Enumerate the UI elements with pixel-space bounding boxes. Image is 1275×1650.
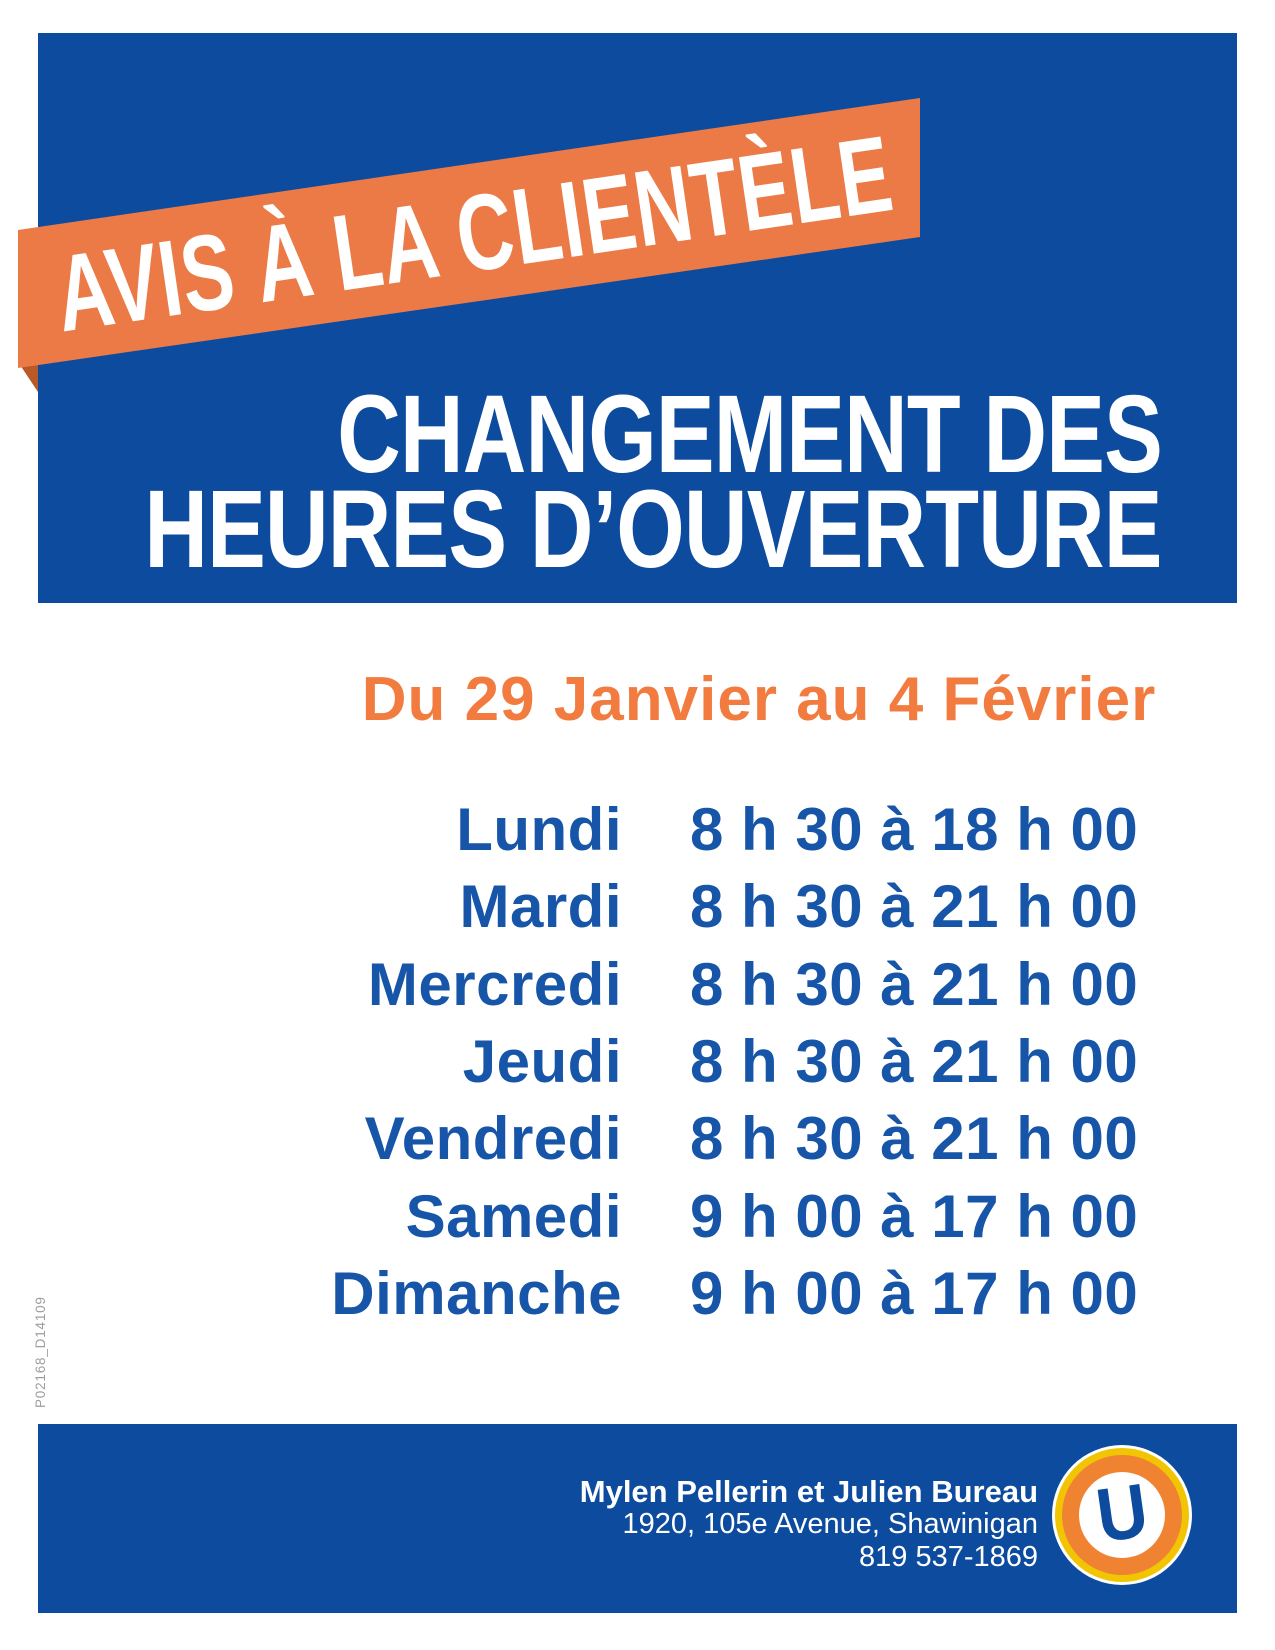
hours-value: 8 h 30 à 18 h 00 — [690, 796, 1139, 864]
store-phone: 819 537-1869 — [859, 1541, 1038, 1573]
owners-names: Mylen Pellerin et Julien Bureau — [579, 1474, 1038, 1509]
day-label: Lundi — [456, 796, 622, 864]
pharmacy-logo — [1052, 1445, 1192, 1585]
headline — [0, 373, 1162, 591]
footer-contact-block — [580, 1475, 1038, 1574]
hours-value: 9 h 00 à 17 h 00 — [690, 1182, 1139, 1250]
schedule-row — [260, 1255, 1162, 1332]
day-label: Mardi — [459, 873, 622, 941]
headline-line2: HEURES D’OUVERTURE — [144, 468, 1162, 591]
hours-value: 8 h 30 à 21 h 00 — [690, 950, 1139, 1018]
logo-disc — [1079, 1467, 1165, 1559]
day-label: Jeudi — [462, 1028, 622, 1096]
day-label: Mercredi — [367, 950, 622, 1018]
hours-value: 8 h 30 à 21 h 00 — [690, 1028, 1139, 1096]
schedule-row — [260, 868, 1162, 945]
headline-line1: CHANGEMENT DES — [337, 373, 1162, 496]
hours-value: 8 h 30 à 21 h 00 — [690, 1105, 1139, 1173]
schedule-table — [260, 791, 1162, 1332]
schedule-row — [260, 1100, 1162, 1177]
ribbon-label: AVIS À LA CLIENTÈLE — [48, 111, 901, 354]
date-range: Du 29 Janvier au 4 Février — [361, 665, 1157, 734]
day-label: Samedi — [405, 1182, 622, 1250]
logo-u-letter: U — [1090, 1467, 1153, 1559]
schedule-row — [260, 946, 1162, 1023]
print-code: P02168_D14109 — [33, 1296, 48, 1408]
schedule-row — [260, 1177, 1162, 1254]
schedule-row — [260, 1023, 1162, 1100]
hours-value: 8 h 30 à 21 h 00 — [690, 873, 1139, 941]
schedule-row — [260, 791, 1162, 868]
store-address: 1920, 105e Avenue, Shawinigan — [622, 1508, 1038, 1540]
day-label: Dimanche — [331, 1259, 622, 1327]
day-label: Vendredi — [364, 1105, 622, 1173]
hours-value: 9 h 00 à 17 h 00 — [690, 1259, 1139, 1327]
